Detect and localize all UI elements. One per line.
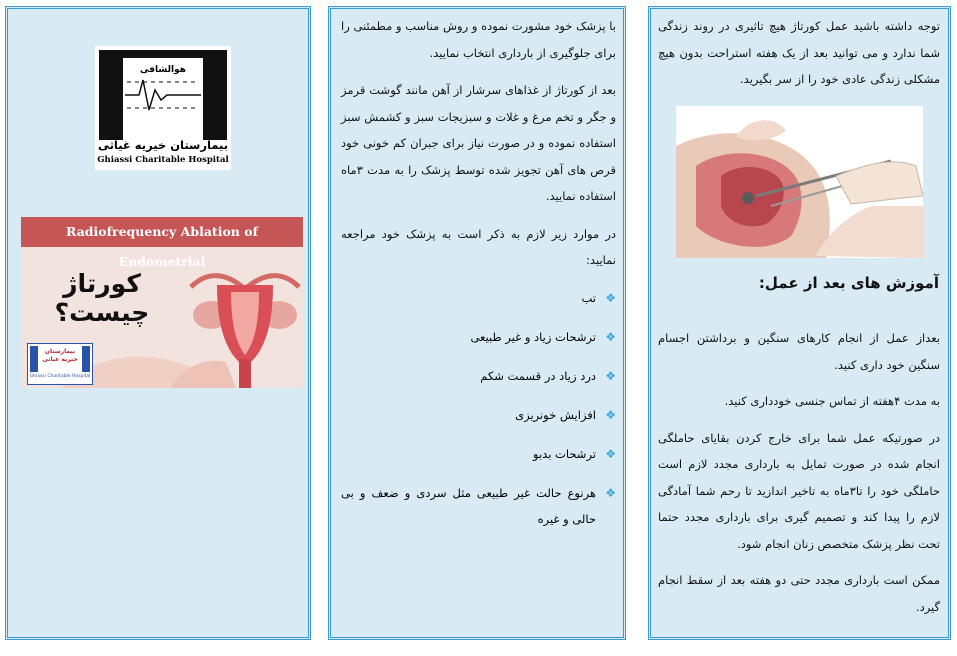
curettage-banner	[21, 217, 303, 388]
middle-text	[341, 13, 616, 545]
diamond-bullet-icon: ❖	[605, 407, 616, 422]
symptom-text: ترشحات زیاد و غیر طبیعی	[470, 329, 596, 344]
paragraph: بعداز عمل از انجام کارهای سنگین و برداشتن اجسام سنگین خود داری کنید.	[658, 331, 940, 372]
right-panel	[648, 6, 951, 640]
list-item	[341, 363, 616, 390]
symptom-text: ترشحات بدبو	[533, 446, 596, 461]
paragraph: با پزشک خود مشورت نموده و روش مناسب و مطمئنی را برای جلوگیری از بارداری انتخاب نمایید.	[341, 19, 616, 60]
logo-name-en: Ghiassi Charitable Hospital	[97, 155, 229, 165]
list-item	[341, 480, 616, 533]
banner-title: کورتاژ چیست؟	[54, 269, 150, 327]
paragraph: ممکن است بارداری مجدد حتی دو هفته بعد از سقط انجام گیرد.	[658, 573, 940, 614]
post-op-heading: آموزش های بعد از عمل:	[758, 274, 939, 292]
symptom-text: هرنوع حالت غیر طبیعی مثل سردی و ضعف و بی حالی و غیره	[341, 485, 596, 526]
list-item	[341, 402, 616, 429]
procedure-illustration	[676, 106, 923, 258]
logo-frame-graphic	[99, 50, 227, 140]
middle-panel	[328, 6, 626, 640]
diamond-bullet-icon: ❖	[605, 368, 616, 383]
svg-text:هوالشافی: هوالشافی	[140, 65, 186, 75]
paragraph: به مدت ۴هفته از تماس جنسی خودداری کنید.	[724, 394, 940, 408]
list-item	[341, 324, 616, 351]
list-item	[341, 285, 616, 312]
paragraph: در موارد زیر لازم به ذکر است به پزشک خود مراجعه نمایید:	[341, 226, 616, 267]
symptom-list	[341, 285, 616, 533]
diamond-bullet-icon: ❖	[605, 290, 616, 305]
symptom-text: تب	[581, 290, 596, 305]
hospital-logo	[95, 46, 231, 170]
symptom-text: درد زیاد در قسمت شکم	[480, 368, 596, 383]
symptom-text: افزایش خونریزی	[515, 407, 596, 422]
list-item	[341, 441, 616, 468]
paragraph: بعد از کورتاژ از غذاهای سرشار از آهن مانند گوشت قرمز و جگر و تخم مرغ و غلات و سبزیجات سبز و کشمش سبز استفاده نموده و در صورت نیاز برای جبران کم خونی خود قرص های آهن تجویز شده توسط پزشک را به مدت ۳ماه استفاده نمایید.	[341, 83, 616, 203]
logo-name-fa: بیمارستان خیریه غیاثی	[97, 138, 229, 152]
diamond-bullet-icon: ❖	[605, 446, 616, 461]
post-op-instructions	[658, 325, 940, 630]
paragraph: در صورتیکه عمل شما برای خارج کردن بقایای حاملگی انجام شده در صورت تمایل به بارداری مجدد لازم است حاملگی خود را تا۳ماه به تاخیر اندازید تا رحم شما آمادگی لازم را پیدا کند و تصمیم گیری برای بارداری مجدد حتما تحت نظر پزشک متخصص زنان انجام شود.	[658, 430, 940, 551]
banner-heading: Radiofrequency Ablation of Endometrial	[21, 217, 303, 247]
intro-paragraph: توجه داشته باشید عمل کورتاژ هیچ تاثیری در روند زندگی شما ندارد و می توانید بعد از یک هفته استراحت بدون هیچ مشکلی زندگی عادی خود را از سر بگیرید.	[658, 19, 940, 86]
small-logo-name-fa: بیمارستان خیریه غیاثی	[42, 348, 78, 363]
diamond-bullet-icon: ❖	[605, 485, 616, 500]
left-panel	[5, 6, 311, 640]
small-logo-name-en: Ghiassi Charitable Hospital	[29, 374, 91, 379]
small-hospital-logo	[27, 343, 93, 385]
diamond-bullet-icon: ❖	[605, 329, 616, 344]
right-intro	[658, 13, 940, 93]
